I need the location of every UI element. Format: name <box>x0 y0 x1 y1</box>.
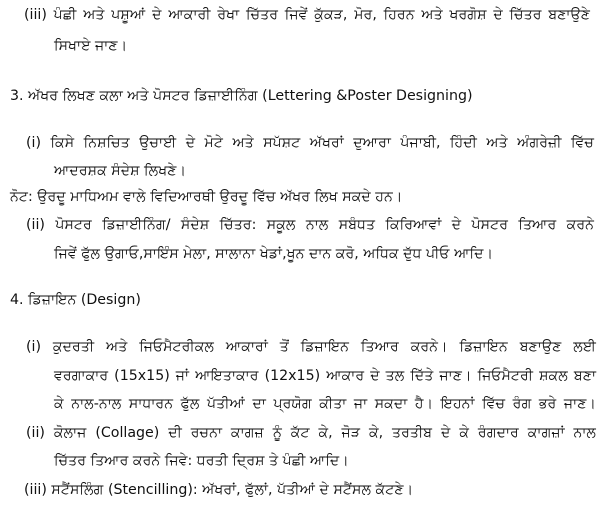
section-4-item-iii: (iii) ਸਟੈਂਸਲਿੰਗ (Stencilling): ਅੱਖਰਾਂ, ਫੁੱਲਾਂ, ਪੱਤੀਆਂ ਦੇ ਸਟੈਂਸਲ ਕੱਟਣੇ। <box>24 482 414 498</box>
section-4-item-i-line2: ਵਰਗਾਕਾਰ (15x15) ਜਾਂ ਆਇਤਾਕਾਰ (12x15) ਆਕਾਰ ਦੇ ਤਲ ਦਿੱਤੇ ਜਾਣ। ਜਿਓਮੈਟਰੀ ਸ਼ਕਲ ਬਣਾ <box>54 368 596 384</box>
section-3-note: ਨੋਟ: ਉਰਦੂ ਮਾਧਿਅਮ ਵਾਲੇ ਵਿਦਿਆਰਥੀ ਉਰਦੂ ਵਿੱਚ ਅੱਖਰ ਲਿਖ ਸਕਦੇ ਹਨ। <box>10 189 403 205</box>
section-3-item-ii-line1: (ii) ਪੋਸਟਰ ਡਿਜ਼ਾਈਨਿੰਗ/ ਸੰਦੇਸ਼ ਚਿੱਤਰ: ਸਕੂਲ ਨਾਲ ਸਬੰਧਤ ਕਿਰਿਆਵਾਂ ਦੇ ਪੋਸਟਰ ਤਿਆਰ ਕਰਨੇ <box>26 217 594 233</box>
section-4-item-ii-line2: ਚਿੱਤਰ ਤਿਆਰ ਕਰਨੇ ਜਿਵੇ: ਧਰਤੀ ਦ੍ਰਿਸ਼ ਤੇ ਪੰਛੀ ਆਦਿ। <box>54 453 349 469</box>
section-4-item-i-line3: ਕੇ ਨਾਲ-ਨਾਲ ਸਾਧਾਰਨ ਫੁੱਲ ਪੱਤੀਆਂ ਦਾ ਪ੍ਰਯੋਗ ਕੀਤਾ ਜਾ ਸਕਦਾ ਹੈ। ਇਹਨਾਂ ਵਿੱਚ ਰੰਗ ਭਰੇ ਜਾਣ। <box>54 396 596 412</box>
section-3-item-i-line2: ਆਦਰਸ਼ਕ ਸੰਦੇਸ਼ ਲਿਖਣੇ। <box>54 163 187 179</box>
section-4-heading: 4. ਡਿਜ਼ਾਇਨ (Design) <box>10 292 141 308</box>
section-3-heading: 3. ਅੱਖਰ ਲਿਖਣ ਕਲਾ ਅਤੇ ਪੋਸਟਰ ਡਿਜ਼ਾਈਨਿੰਗ (Lettering &Poster Designing) <box>10 88 473 104</box>
section-3-item-ii-line2: ਜਿਵੇਂ ਫੁੱਲ ਉਗਾਓ,ਸਾਇੰਸ ਮੇਲਾ, ਸਾਲਾਨਾ ਖੇਡਾਂ,ਖੂਨ ਦਾਨ ਕਰੋ, ਅਧਿਕ ਦੁੱਧ ਪੀਓ ਆਦਿ। <box>54 246 494 262</box>
section-4-item-ii-line1: (ii) ਕੋਲਾਜ (Collage) ਦੀ ਰਚਨਾ ਕਾਗਜ਼ ਨੂੰ ਕੱਟ ਕੇ, ਜੋੜ ਕੇ, ਤਰਤੀਬ ਦੇ ਕੇ ਰੰਗਦਾਰ ਕਾਗਜ਼ਾਂ ਨਾਲ <box>26 425 596 441</box>
section-3-item-i-line1: (i) ਕਿਸੇ ਨਿਸ਼ਚਿਤ ਉਚਾਈ ਦੇ ਮੋਟੇ ਅਤੇ ਸਪੱਸ਼ਟ ਅੱਖਰਾਂ ਦੁਆਰਾ ਪੰਜਾਬੀ, ਹਿੰਦੀ ਅਤੇ ਅੰਗਰੇਜ਼ੀ ਵਿੱਚ <box>26 135 594 151</box>
section-4-item-i-line1: (i) ਕੁਦਰਤੀ ਅਤੇ ਜਿਓਮੈਟਰੀਕਲ ਆਕਾਰਾਂ ਤੋਂ ਡਿਜ਼ਾਇਨ ਤਿਆਰ ਕਰਨੇ। ਡਿਜ਼ਾਇਨ ਬਣਾਉਣ ਲਈ <box>26 339 596 355</box>
item-iii-top-line1: (iii) ਪੰਛੀ ਅਤੇ ਪਸ਼ੂਆਂ ਦੇ ਆਕਾਰੀ ਰੇਖਾ ਚਿੱਤਰ ਜਿਵੇਂ ਕੁੱਕੜ, ਮੋਰ, ਹਿਰਨ ਅਤੇ ਖਰਗੋਸ਼ ਦੇ ਚਿੱਤਰ ਬਣਾਉਣੇ <box>24 7 590 23</box>
item-iii-top-line2: ਸਿਖਾਏ ਜਾਣ। <box>54 38 128 54</box>
